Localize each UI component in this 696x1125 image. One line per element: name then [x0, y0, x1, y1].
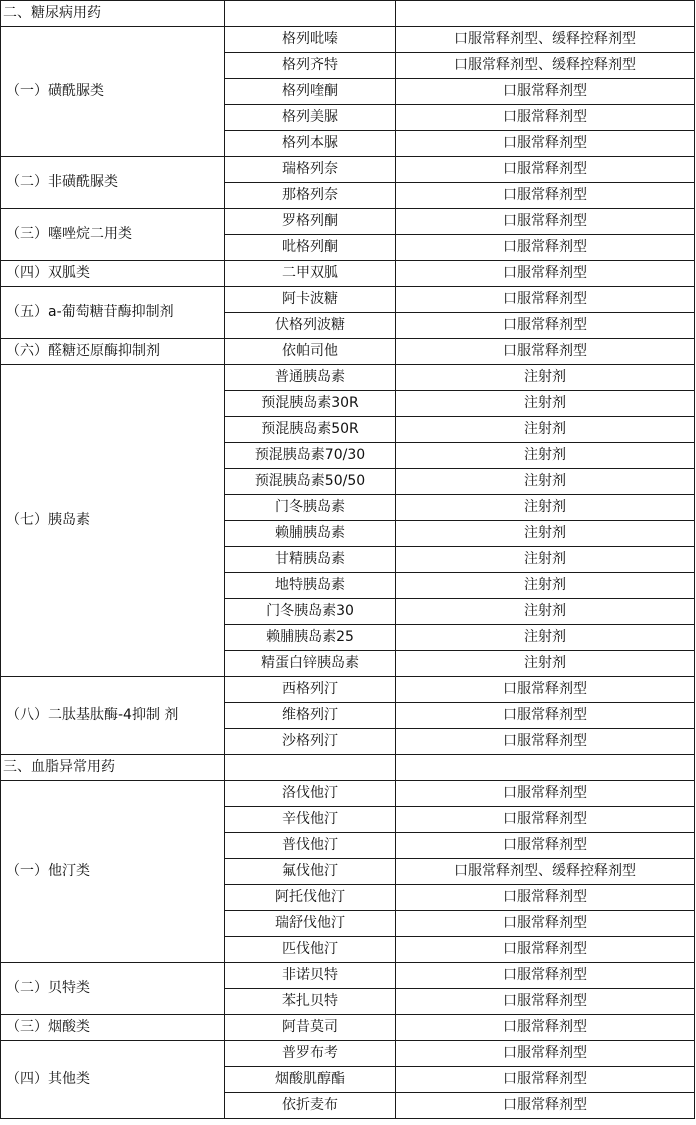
dosage-form-cell: 口服常释剂型	[396, 79, 695, 105]
drug-name-cell: 洛伐他汀	[225, 781, 396, 807]
drug-name-cell: 瑞舒伐他汀	[225, 911, 396, 937]
dosage-form-cell: 口服常释剂型	[396, 1067, 695, 1093]
dosage-form-cell: 口服常释剂型	[396, 781, 695, 807]
dosage-form-cell: 注射剂	[396, 573, 695, 599]
drug-name-cell: 格列吡嗪	[225, 27, 396, 53]
dosage-form-cell: 口服常释剂型	[396, 1041, 695, 1067]
drug-name-cell: 赖脯胰岛素	[225, 521, 396, 547]
empty-cell	[396, 1, 695, 27]
drug-name-cell: 格列齐特	[225, 53, 396, 79]
table-row	[1, 963, 695, 989]
drug-name-cell: 预混胰岛素30R	[225, 391, 396, 417]
drug-name-cell: 非诺贝特	[225, 963, 396, 989]
dosage-form-cell: 注射剂	[396, 547, 695, 573]
drug-name-cell: 普罗布考	[225, 1041, 396, 1067]
empty-cell	[225, 1, 396, 27]
drug-name-cell: 辛伐他汀	[225, 807, 396, 833]
drug-name-cell: 伏格列波糖	[225, 313, 396, 339]
dosage-form-cell: 口服常释剂型	[396, 209, 695, 235]
drug-name-cell: 西格列汀	[225, 677, 396, 703]
dosage-form-cell: 口服常释剂型	[396, 287, 695, 313]
drug-name-cell: 沙格列汀	[225, 729, 396, 755]
dosage-form-cell: 口服常释剂型、缓释控释剂型	[396, 859, 695, 885]
section-row	[1, 1, 695, 27]
dosage-form-cell: 注射剂	[396, 391, 695, 417]
dosage-form-cell: 口服常释剂型	[396, 937, 695, 963]
drug-name-cell: 那格列奈	[225, 183, 396, 209]
table-row	[1, 365, 695, 391]
dosage-form-cell: 口服常释剂型	[396, 989, 695, 1015]
drug-name-cell: 匹伐他汀	[225, 937, 396, 963]
dosage-form-cell: 注射剂	[396, 599, 695, 625]
drug-name-cell: 赖脯胰岛素25	[225, 625, 396, 651]
dosage-form-cell: 口服常释剂型	[396, 1015, 695, 1041]
drug-name-cell: 吡格列酮	[225, 235, 396, 261]
drug-name-cell: 甘精胰岛素	[225, 547, 396, 573]
dosage-form-cell: 口服常释剂型	[396, 885, 695, 911]
table-body	[1, 1, 695, 1119]
dosage-form-cell: 口服常释剂型	[396, 677, 695, 703]
dosage-form-cell: 注射剂	[396, 625, 695, 651]
section-row	[1, 755, 695, 781]
drug-name-cell: 阿昔莫司	[225, 1015, 396, 1041]
dosage-form-cell: 口服常释剂型	[396, 105, 695, 131]
table-row	[1, 157, 695, 183]
drug-name-cell: 精蛋白锌胰岛素	[225, 651, 396, 677]
category-cell: （四）其他类	[1, 1041, 225, 1119]
category-cell: （一）磺酰脲类	[1, 27, 225, 157]
drug-name-cell: 预混胰岛素50/50	[225, 469, 396, 495]
dosage-form-cell: 注射剂	[396, 417, 695, 443]
drug-name-cell: 维格列汀	[225, 703, 396, 729]
table-row	[1, 781, 695, 807]
empty-cell	[225, 755, 396, 781]
category-cell: （二）非磺酰脲类	[1, 157, 225, 209]
dosage-form-cell: 口服常释剂型	[396, 807, 695, 833]
drug-name-cell: 门冬胰岛素	[225, 495, 396, 521]
table-row	[1, 287, 695, 313]
dosage-form-cell: 口服常释剂型、缓释控释剂型	[396, 53, 695, 79]
category-cell: （六）醛糖还原酶抑制剂	[1, 339, 225, 365]
drug-name-cell: 格列美脲	[225, 105, 396, 131]
dosage-form-cell: 口服常释剂型	[396, 131, 695, 157]
drug-name-cell: 阿卡波糖	[225, 287, 396, 313]
dosage-form-cell: 口服常释剂型	[396, 911, 695, 937]
table-row	[1, 209, 695, 235]
dosage-form-cell: 口服常释剂型	[396, 183, 695, 209]
drug-name-cell: 格列本脲	[225, 131, 396, 157]
drug-name-cell: 普伐他汀	[225, 833, 396, 859]
dosage-form-cell: 口服常释剂型	[396, 833, 695, 859]
section-title: 三、血脂异常用药	[1, 755, 225, 781]
table-row	[1, 27, 695, 53]
drug-name-cell: 氟伐他汀	[225, 859, 396, 885]
drug-name-cell: 预混胰岛素70/30	[225, 443, 396, 469]
dosage-form-cell: 口服常释剂型	[396, 157, 695, 183]
category-cell: （四）双胍类	[1, 261, 225, 287]
category-cell: （五）a-葡萄糖苷酶抑制剂	[1, 287, 225, 339]
dosage-form-cell: 口服常释剂型	[396, 235, 695, 261]
dosage-form-cell: 注射剂	[396, 469, 695, 495]
drug-name-cell: 阿托伐他汀	[225, 885, 396, 911]
category-cell: （七）胰岛素	[1, 365, 225, 677]
dosage-form-cell: 口服常释剂型	[396, 729, 695, 755]
dosage-form-cell: 口服常释剂型	[396, 313, 695, 339]
drug-name-cell: 罗格列酮	[225, 209, 396, 235]
dosage-form-cell: 注射剂	[396, 521, 695, 547]
dosage-form-cell: 口服常释剂型	[396, 703, 695, 729]
drug-name-cell: 预混胰岛素50R	[225, 417, 396, 443]
drug-name-cell: 苯扎贝特	[225, 989, 396, 1015]
drug-name-cell: 依折麦布	[225, 1093, 396, 1119]
drug-name-cell: 门冬胰岛素30	[225, 599, 396, 625]
drug-name-cell: 瑞格列奈	[225, 157, 396, 183]
dosage-form-cell: 口服常释剂型	[396, 261, 695, 287]
dosage-form-cell: 口服常释剂型	[396, 339, 695, 365]
drug-name-cell: 地特胰岛素	[225, 573, 396, 599]
category-cell: （二）贝特类	[1, 963, 225, 1015]
dosage-form-cell: 口服常释剂型	[396, 1093, 695, 1119]
category-cell: （三）噻唑烷二用类	[1, 209, 225, 261]
dosage-form-cell: 注射剂	[396, 495, 695, 521]
section-title: 二、糖尿病用药	[1, 1, 225, 27]
drug-name-cell: 依帕司他	[225, 339, 396, 365]
table-row	[1, 339, 695, 365]
dosage-form-cell: 注射剂	[396, 365, 695, 391]
dosage-form-cell: 注射剂	[396, 443, 695, 469]
drug-name-cell: 二甲双胍	[225, 261, 396, 287]
table-row	[1, 1041, 695, 1067]
category-cell: （三）烟酸类	[1, 1015, 225, 1041]
dosage-form-cell: 口服常释剂型	[396, 963, 695, 989]
drug-name-cell: 烟酸肌醇酯	[225, 1067, 396, 1093]
drug-name-cell: 普通胰岛素	[225, 365, 396, 391]
dosage-form-cell: 口服常释剂型、缓释控释剂型	[396, 27, 695, 53]
category-cell: （八）二肽基肽酶-4抑制 剂	[1, 677, 225, 755]
table-row	[1, 677, 695, 703]
table-row	[1, 261, 695, 287]
drug-name-cell: 格列喹酮	[225, 79, 396, 105]
dosage-form-cell: 注射剂	[396, 651, 695, 677]
empty-cell	[396, 755, 695, 781]
category-cell: （一）他汀类	[1, 781, 225, 963]
table-row	[1, 1015, 695, 1041]
